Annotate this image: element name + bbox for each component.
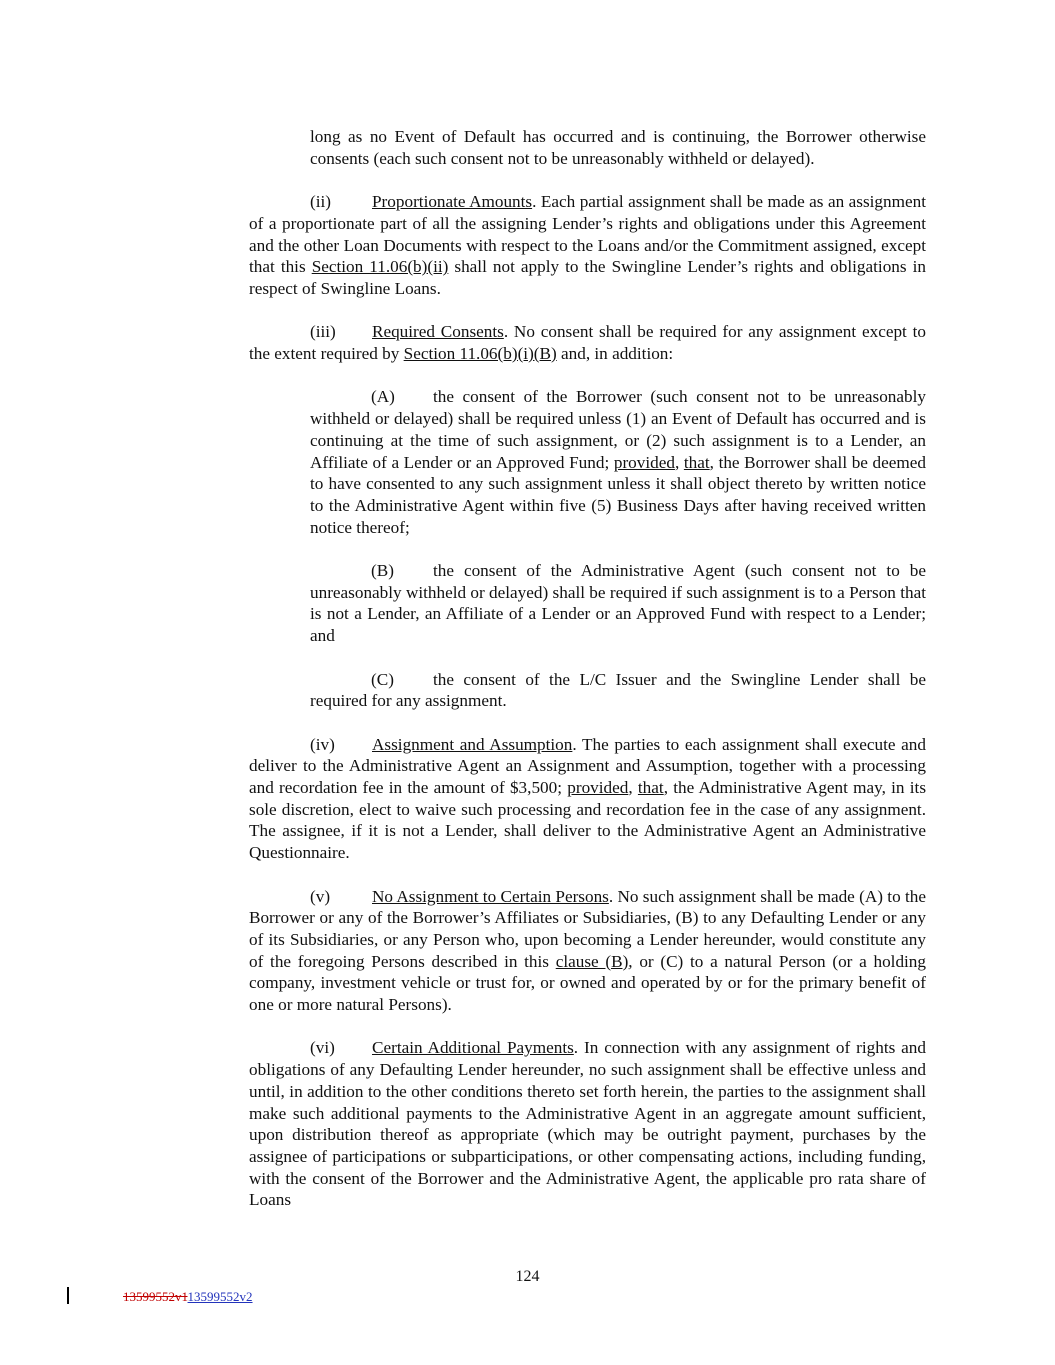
heading-vi: Certain Additional Payments (372, 1038, 574, 1058)
paragraph-iii-b (249, 560, 926, 647)
text-v-a: . No such assignment shall be made (A) to the Borrower or any of the Borrower’s Affiliates or Subsidiaries, (B) to any Defaulting Lender or any of its Subsidiaries, or any Person who, upon becoming a Lender hereunder, would constitute any of the foregoing Persons described in this (249, 886, 926, 971)
text-iii-b: and, in addition: (556, 344, 674, 363)
section-ref-iii: Section 11.06(b)(i)(B) (403, 344, 557, 363)
text-ii-b: shall not apply to the Swingline Lender’s rights and obligations in respect of Swingline Loans. (249, 257, 926, 298)
paragraph-iii-c (249, 669, 926, 712)
label-v: (v) (310, 886, 331, 906)
that-term: that (683, 452, 710, 472)
label-vi: (vi) (310, 1038, 335, 1058)
text-vi-a: . In connection with any assignment of rights and obligations of any Defaulting Lender hereunder, no such assignment shall be effective unless and until, in addition to the other conditions thereto set forth herein, the parties to the assignment shall make such additional payments to the Administrative Agent in an aggregate amount sufficient, upon distribution thereof as appropriate (which may be outright payment, purchases by the assignee of participations or subparticipations, or other compensating actions, including funding, with the consent of the Borrower and the Administrative Agent, the applicable pro rata share of Loans (249, 1038, 926, 1210)
label-ii: (ii) (310, 192, 331, 212)
text-iii-b: the consent of the Administrative Agent (such consent not to be unreasonably withheld or delayed) shall be required if such assignment is to a Person that is not a Lender, an Affiliate of a Lender or an Approved Fund with respect to a Lender; and (310, 561, 926, 646)
section-ref-ii: Section 11.06(b)(ii) (311, 257, 449, 277)
text-iii-a-a: the consent of the Borrower (such consent not to be unreasonably withheld or delayed) shall be required unless (1) an Event of Default has occurred and is continuing at the time of such assignment, or (2) such assignment is to a Lender, an Affiliate of a Lender or an Approved Fund; (310, 387, 926, 472)
heading-ii: Proportionate Amounts (372, 192, 533, 212)
text-iv-a: . The parties to each assignment shall execute and deliver to the Administrative Agent an Assignment and Assumption, together with a processing and recordation fee in the amount of $3,500; (249, 734, 926, 797)
heading-iv: Assignment and Assumption (372, 734, 573, 754)
doc-id-old: 13599552v1 (123, 1289, 188, 1304)
paragraph-v (249, 886, 926, 1016)
label-iv: (iv) (310, 734, 335, 754)
label-iii-c: (C) (371, 669, 394, 689)
body-text (249, 0, 926, 1211)
paragraph-iv (249, 734, 926, 864)
page-number: 124 (515, 1268, 540, 1285)
doc-id-new: 13599552v2 (187, 1289, 253, 1304)
intro-continuation: long as no Event of Default has occurred and is continuing, the Borrower otherwise consents (each such consent not to be unreasonably withheld or delayed). (310, 127, 926, 168)
clause-ref-v: clause (B) (555, 951, 629, 971)
text-iii-a-b: , the Borrower shall be deemed to have consented to any such assignment unless it shall object thereto by written notice to the Administrative Agent within five (5) Business Days after having received written notice thereof; (310, 452, 926, 537)
provided-term: provided (567, 778, 629, 797)
revision-bar (67, 1287, 69, 1304)
label-iii-a: (A) (371, 387, 395, 407)
text-iii-c: the consent of the L/C Issuer and the Swingline Lender shall be required for any assignment. (310, 669, 926, 711)
that-term: that (637, 778, 664, 797)
text-v-b: , or (C) to a natural Person (or a holding company, investment vehicle or trust for, or owned and operated by or for the primary benefit of one or more natural Persons). (249, 951, 926, 1015)
text-iii-a: . No consent shall be required for any assignment except to the extent required by (249, 322, 926, 363)
label-iii: (iii) (310, 322, 336, 342)
comma: , (628, 778, 638, 797)
paragraph-ii (249, 191, 926, 300)
text-iv-b: , the Administrative Agent may, in its sole discretion, elect to waive such processing and recordation fee in the case of any assignment. The assignee, if it is not a Lender, shall deliver to the Administrative Agent an Administrative Questionnaire. (249, 778, 927, 863)
text-ii-a: . Each partial assignment shall be made as an assignment of a proportionate part of all the assigning Lender’s rights and obligations under this Agreement and the other Loan Documents with respect to the Loans and/or the Commitment assigned, except that this (249, 192, 926, 277)
label-iii-b: (B) (371, 561, 394, 580)
document-id (123, 1289, 253, 1305)
paragraph-iii (249, 321, 926, 364)
provided-term: provided (613, 452, 675, 472)
comma: , (674, 452, 684, 472)
paragraph-iii-a (249, 386, 926, 538)
heading-iii: Required Consents (372, 322, 504, 342)
paragraph-vi (249, 1037, 926, 1211)
heading-v: No Assignment to Certain Persons (372, 886, 609, 906)
